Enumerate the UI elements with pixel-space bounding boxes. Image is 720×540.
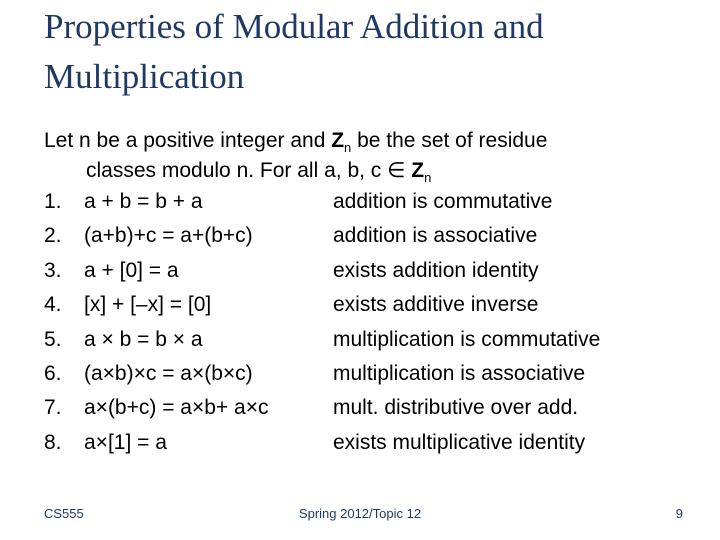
- item-expression: (a×b)×c = a×(b×c): [84, 361, 253, 385]
- list-item: [44, 391, 694, 425]
- list-item: [44, 357, 694, 391]
- item-description: addition is associative: [333, 224, 538, 248]
- slide-title-line-2: Multiplication: [44, 57, 245, 96]
- item-description: addition is commutative: [333, 190, 553, 213]
- list-item: [44, 254, 694, 288]
- item-expression: a × b = b × a: [84, 327, 203, 351]
- item-expression: a + [0] = a: [84, 258, 179, 282]
- slide-title-line-1: Properties of Modular Addition and: [44, 7, 544, 46]
- member-symbol: ∈: [387, 159, 406, 182]
- item-expression: (a+b)+c = a+(b+c): [84, 224, 253, 248]
- footer-term: Spring 2012/Topic 12: [298, 506, 422, 521]
- list-item: [44, 288, 694, 322]
- item-number: 2.: [44, 224, 62, 248]
- z-symbol-2: Z: [411, 159, 425, 182]
- intro-line-2: [44, 157, 694, 187]
- item-number: 6.: [44, 361, 62, 385]
- z-symbol: Z: [331, 129, 345, 152]
- list-item: [44, 219, 694, 253]
- slide-title: [44, 2, 704, 102]
- footer-course: CS555: [44, 506, 84, 521]
- item-number: 3.: [44, 258, 62, 282]
- list-item: [44, 185, 694, 219]
- item-expression: a×(b+c) = a×b+ a×c: [84, 396, 269, 420]
- intro-text-1: Let n be a positive integer and: [44, 129, 332, 152]
- item-expression: a + b = b + a: [84, 190, 203, 213]
- list-item: [44, 323, 694, 357]
- item-expression: [x] + [–x] = [0]: [84, 293, 212, 317]
- intro-paragraph: [44, 127, 694, 187]
- item-number: 5.: [44, 327, 62, 351]
- list-item: [44, 426, 694, 460]
- item-expression: a×[1] = a: [84, 430, 167, 454]
- intro-line-1: [44, 127, 694, 157]
- item-description: mult. distributive over add.: [333, 396, 579, 420]
- item-description: multiplication is commutative: [333, 327, 601, 351]
- intro-text-2: be the set of residue: [351, 129, 548, 152]
- item-description: exists addition identity: [333, 258, 539, 282]
- item-description: exists multiplicative identity: [333, 430, 586, 454]
- footer-page-number: 9: [675, 506, 683, 521]
- item-number: 4.: [44, 293, 62, 317]
- item-number: 1.: [44, 190, 62, 213]
- z-subscript-2: n: [424, 170, 432, 185]
- item-number: 8.: [44, 430, 62, 454]
- item-number: 7.: [44, 396, 62, 420]
- item-description: exists additive inverse: [333, 293, 539, 317]
- intro-text-3: classes modulo n. For all a, b, c: [86, 159, 388, 182]
- z-subscript: n: [344, 140, 352, 155]
- item-description: multiplication is associative: [333, 361, 586, 385]
- properties-list: [44, 185, 694, 460]
